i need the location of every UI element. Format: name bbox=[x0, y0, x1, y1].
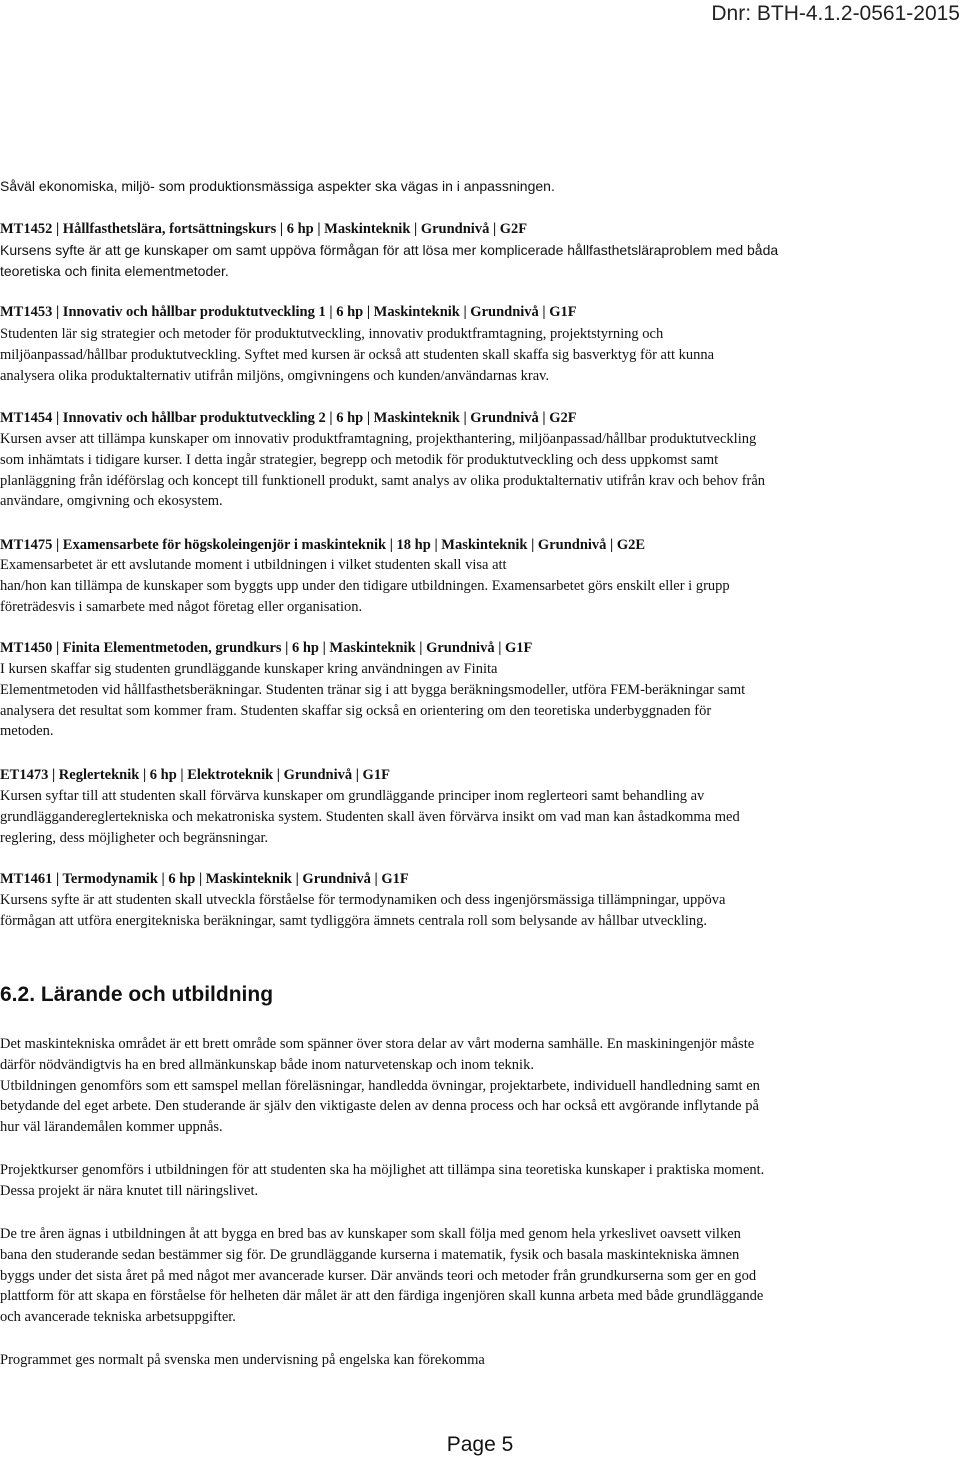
course-title: MT1475 | Examensarbete för högskoleingenjör i maskinteknik | 18 hp | Maskinteknik | Grundnivå | G2E bbox=[0, 537, 646, 553]
course-description bbox=[0, 659, 935, 742]
paragraph-line: hur väl lärandemålen kommer uppnås. bbox=[0, 1119, 223, 1136]
course-description-line: planläggning från idéförslag och koncept till funktionell produkt, samt analys av olika produktalternativ utifrån krav och behov från bbox=[0, 472, 766, 489]
course-description-line: förmågan att utföra energitekniska beräkningar, samt tydliggöra ämnets centrala roll som belysande av hållbar utveckling. bbox=[0, 912, 707, 929]
course-title: MT1461 | Termodynamik | 6 hp | Maskinteknik | Grundnivå | G1F bbox=[0, 871, 409, 887]
course-description-line: analysera olika produktalternativ utifrån miljöns, omgivningens och kunden/användarnas krav. bbox=[0, 367, 550, 384]
course-description-line: Kursens syfte är att studenten skall utveckla förståelse för termodynamiken och dess ingenjörsmässiga tillämpningar, uppöva bbox=[0, 892, 726, 908]
intro-paragraph: Såväl ekonomiska, miljö- som produktionsmässiga aspekter ska vägas in i anpassningen. bbox=[0, 178, 555, 194]
course-description-line: Kursens syfte är att ge kunskaper om samt uppöva förmågan för att lösa mer komplicerade hållfasthetsläraproblem med båda bbox=[0, 242, 779, 258]
course-description-line: miljöanpassad/hållbar produktutveckling. Syftet med kursen är också att studenten skall skaffa sig basverktyg för att kunna bbox=[0, 346, 715, 363]
course-description-line: grundläggandereglertekniska och mekatroniska system. Studenten skall även förvärva insikt om vad man kan åstadkomma med bbox=[0, 808, 740, 825]
paragraph-line: Programmet ges normalt på svenska men undervisning på engelska kan förekomma bbox=[0, 1352, 485, 1368]
paragraph-line: Utbildningen genomförs som ett samspel mellan föreläsningar, handledda övningar, projektarbete, individuell handledning samt en bbox=[0, 1077, 760, 1094]
course-description-line: Kursen syftar till att studenten skall förvärva kunskaper om grundläggande principer inom reglerteori samt behandling av bbox=[0, 788, 705, 804]
course-description-line: teoretiska och finita elementmetoder. bbox=[0, 262, 229, 279]
section-paragraph bbox=[0, 1224, 935, 1328]
paragraph-line: byggs under det sista året på med något mer avancerade kurser. Där används teori och metoder från grundkurserna som ger en god bbox=[0, 1267, 757, 1284]
course-description-line: som inhämtats i tidigare kurser. I detta ingår strategier, begrepp och metodik för produktutveckling och dess uppkomst samt bbox=[0, 451, 719, 468]
course-description bbox=[0, 240, 935, 282]
course-description-line: Studenten lär sig strategier och metoder för produktutveckling, innovativ produktframtagning, projektstyrning och bbox=[0, 326, 664, 342]
course-description-line: I kursen skaffar sig studenten grundläggande kunskaper kring användningen av Finita bbox=[0, 661, 498, 677]
course-title: MT1452 | Hållfasthetslära, fortsättningskurs | 6 hp | Maskinteknik | Grundnivå | G2F bbox=[0, 221, 528, 237]
paragraph-line: därför nödvändigtvis ha en bred allmänkunskap både inom naturvetenskap och inom teknik. bbox=[0, 1056, 534, 1073]
course-title: MT1453 | Innovativ och hållbar produktutveckling 1 | 6 hp | Maskinteknik | Grundnivå | G1F bbox=[0, 304, 577, 320]
course-description bbox=[0, 786, 935, 848]
course-title: MT1454 | Innovativ och hållbar produktutveckling 2 | 6 hp | Maskinteknik | Grundnivå | G2F bbox=[0, 410, 577, 426]
course-description-line: Kursen avser att tillämpa kunskaper om innovativ produktframtagning, projekthantering, miljöanpassad/hållbar produktutveckling bbox=[0, 431, 757, 447]
course-title: MT1450 | Finita Elementmetoden, grundkurs | 6 hp | Maskinteknik | Grundnivå | G1F bbox=[0, 640, 533, 656]
course-description bbox=[0, 324, 935, 386]
course-description-line: Examensarbetet är ett avslutande moment i utbildningen i vilket studenten skall visa att bbox=[0, 557, 507, 573]
section-paragraph bbox=[0, 1034, 935, 1138]
course-description-line: företrädesvis i samarbete med något företag eller organisation. bbox=[0, 598, 363, 615]
course-title: ET1473 | Reglerteknik | 6 hp | Elektroteknik | Grundnivå | G1F bbox=[0, 767, 390, 783]
document-header-dnr: Dnr: BTH-4.1.2-0561-2015 bbox=[711, 2, 960, 25]
course-description-line: metoden. bbox=[0, 723, 54, 740]
course-description bbox=[0, 429, 935, 512]
paragraph-line: Dessa projekt är nära knutet till näringslivet. bbox=[0, 1182, 259, 1199]
section-paragraph bbox=[0, 1160, 935, 1202]
paragraph-line: bana den studerande sedan bestämmer sig för. De grundläggande kurserna i matematik, fysik och basala maskintekniska ämnen bbox=[0, 1246, 740, 1263]
course-description-line: analysera det resultat som kommer fram. Studenten skaffar sig också en orientering om den teoretiska underbyggnaden för bbox=[0, 702, 712, 719]
section-heading: 6.2. Lärande och utbildning bbox=[0, 983, 274, 1006]
course-description bbox=[0, 555, 935, 617]
section-paragraph bbox=[0, 1350, 935, 1371]
paragraph-line: plattform för att skapa en förståelse för helheten där målet är att den färdiga ingenjören skall kunna arbeta med både grundläggande bbox=[0, 1288, 764, 1305]
paragraph-line: De tre åren ägnas i utbildningen åt att bygga en bred bas av kunskaper som skall följa med genom hela yrkeslivet oavsett vilken bbox=[0, 1226, 741, 1242]
course-description bbox=[0, 890, 935, 932]
course-description-line: han/hon kan tillämpa de kunskaper som byggts upp under den tidigare utbildningen. Examensarbetet görs enskilt eller i grupp bbox=[0, 577, 730, 594]
paragraph-line: betydande del eget arbete. Den studerande är själv den viktigaste delen av denna process och har också ett avgörande inflytande på bbox=[0, 1098, 759, 1115]
paragraph-line: och avancerade tekniska arbetsuppgifter. bbox=[0, 1309, 236, 1326]
course-description-line: Elementmetoden vid hållfasthetsberäkningar. Studenten tränar sig i att bygga beräkningsmodeller, utföra FEM-beräkningar samt bbox=[0, 681, 746, 698]
paragraph-line: Det maskintekniska området är ett brett område som spänner över stora delar av vårt moderna samhälle. En maskiningenjör måste bbox=[0, 1036, 755, 1052]
page-number: Page 5 bbox=[446, 1433, 514, 1456]
course-description-line: reglering, dess möjligheter och begränsningar. bbox=[0, 829, 269, 846]
course-description-line: användare, omgivning och ekosystem. bbox=[0, 493, 223, 510]
paragraph-line: Projektkurser genomförs i utbildningen för att studenten ska ha möjlighet att tillämpa sina teoretiska kunskaper i praktiska moment. bbox=[0, 1162, 765, 1178]
